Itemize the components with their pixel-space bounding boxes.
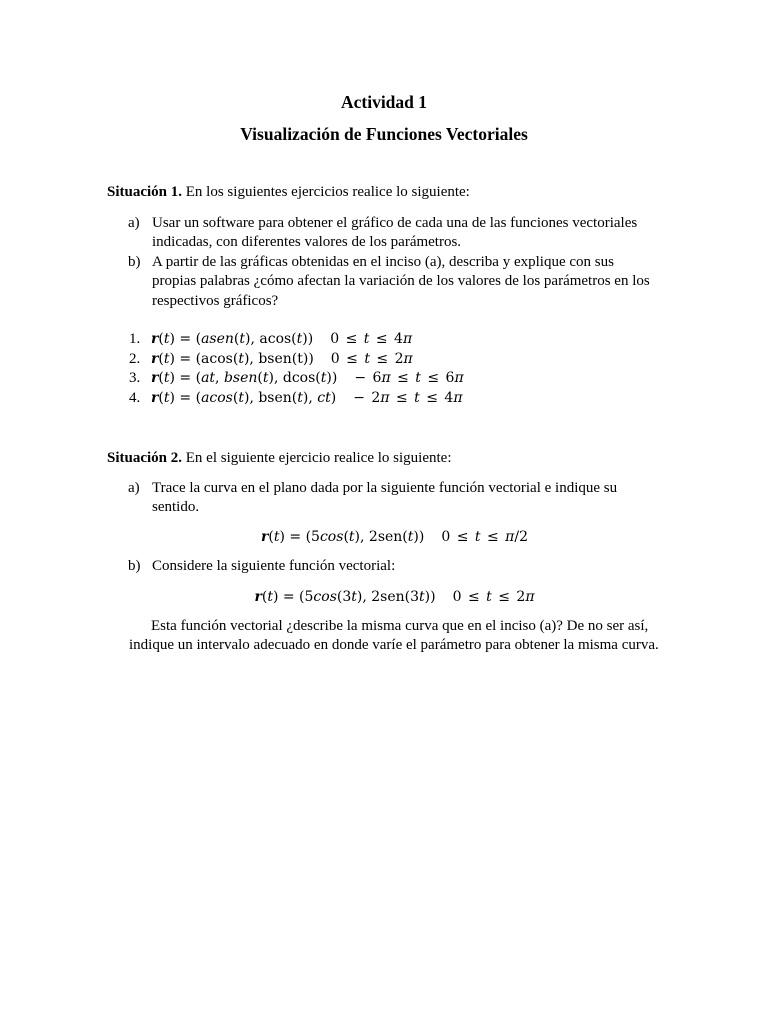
document-subtitle: Visualización de Funciones Vectoriales — [240, 124, 528, 144]
list-marker: a) — [128, 215, 140, 231]
math-text: − 6 — [354, 370, 382, 387]
closing-paragraph — [129, 617, 659, 656]
math-text: ) = ( — [169, 331, 202, 347]
parameter-interval — [331, 351, 413, 367]
math-italic-symbol: t — [419, 589, 425, 605]
equation-situacion-2-b — [128, 588, 661, 608]
list-number: 1. — [129, 331, 141, 347]
math-text: ), — [302, 390, 318, 407]
math-italic-symbol: t — [486, 589, 492, 605]
math-text: (3 — [336, 589, 352, 605]
math-text: ) — [330, 390, 337, 407]
math-italic-symbol: t — [351, 589, 357, 605]
math-italic-symbol: t — [348, 529, 355, 545]
text-line: Usar un software para obtener el gráfico de cada una de las funciones vectoriales — [152, 215, 638, 231]
math-italic-symbol: π — [525, 589, 535, 605]
math-text: ) = (acos( — [169, 350, 239, 367]
math-italic-symbol: t — [238, 390, 244, 407]
math-text: ( — [158, 331, 164, 347]
situacion-2-item-b — [128, 557, 661, 576]
math-text: ≤ 6 — [420, 370, 455, 387]
list-item-a — [128, 479, 661, 518]
list-marker: b) — [128, 253, 141, 270]
math-italic-symbol: t — [364, 350, 370, 367]
list-item-text — [152, 557, 395, 576]
list-marker: b) — [128, 558, 141, 574]
math-italic-symbol: π — [453, 390, 463, 407]
math-text: ), 2sen( — [354, 529, 408, 545]
math-text: ≤ — [389, 390, 415, 407]
math-vector-symbol: r — [151, 331, 159, 347]
parameter-interval — [453, 589, 535, 605]
vector-function-2 — [129, 350, 464, 370]
math-italic-symbol: π — [381, 370, 391, 387]
situacion-2-heading — [107, 449, 452, 468]
math-text: )) — [326, 370, 338, 387]
situacion-1-label: Situación 1. — [107, 184, 183, 200]
math-text: ), bsen(t)) — [243, 350, 314, 367]
math-italic-symbol: π — [505, 529, 515, 545]
math-italic-symbol: t — [238, 350, 244, 367]
math-vector-symbol: r — [261, 529, 269, 545]
math-text: ( — [343, 529, 349, 545]
function-expression — [151, 351, 314, 367]
function-expression — [254, 589, 435, 605]
document-title: Actividad 1 — [340, 92, 428, 112]
math-italic-symbol: π — [402, 331, 413, 347]
situacion-2-intro: En el siguiente ejercicio realice lo siguiente: — [185, 450, 452, 466]
math-text: ( — [158, 350, 164, 367]
parameter-interval — [354, 370, 463, 386]
math-italic-symbol: acos — [201, 390, 233, 407]
equation-situacion-2-a — [128, 528, 661, 548]
math-italic-symbol: cos — [313, 589, 337, 605]
math-italic-symbol: at — [201, 370, 216, 387]
list-number: 3. — [129, 370, 141, 387]
parameter-interval — [330, 331, 412, 347]
math-text: ) = (5 — [272, 589, 314, 605]
function-expression — [151, 331, 313, 347]
math-text: ( — [261, 589, 268, 605]
text-line: respectivos gráficos? — [152, 292, 279, 309]
list-marker: a) — [128, 480, 140, 496]
vector-function-list — [129, 330, 464, 409]
math-vector-symbol: r — [151, 350, 159, 367]
math-italic-symbol: π — [403, 350, 413, 367]
math-text: ( — [232, 390, 239, 407]
math-italic-symbol: t — [414, 390, 420, 407]
parameter-interval — [441, 529, 528, 545]
math-italic-symbol: t — [163, 350, 170, 367]
text-line: propias palabras ¿cómo afectan la variación de los valores de los parámetros en los — [152, 273, 650, 290]
math-text: )) — [302, 331, 314, 347]
function-expression — [151, 390, 336, 406]
math-text: ), 2sen(3 — [356, 589, 420, 605]
math-text: ≤ — [480, 529, 506, 545]
math-italic-symbol: t — [163, 331, 170, 347]
math-italic-symbol: bsen — [223, 370, 258, 387]
math-text: ), dcos( — [268, 370, 321, 387]
math-text: ( — [158, 370, 164, 387]
math-text: ) = ( — [169, 390, 202, 407]
math-italic-symbol: t — [320, 370, 327, 387]
math-italic-symbol: π — [380, 390, 390, 407]
text-line: Trace la curva en el plano dada por la siguiente función vectorial e indique su — [152, 480, 618, 496]
math-text: 0 ≤ — [441, 529, 475, 545]
math-italic-symbol: t — [296, 331, 303, 347]
math-italic-symbol: ct — [317, 390, 331, 407]
math-text: , — [215, 370, 224, 387]
text-line: Esta función vectorial ¿describe la misma curva que en el inciso (a)? De no ser así, — [151, 618, 649, 634]
function-expression — [151, 370, 337, 386]
situacion-1-intro: En los siguientes ejercicios realice lo siguiente: — [185, 184, 470, 200]
math-italic-symbol: t — [163, 370, 170, 387]
math-italic-symbol: t — [273, 529, 280, 545]
math-italic-symbol: t — [474, 529, 481, 545]
math-italic-symbol: t — [407, 529, 414, 545]
math-italic-symbol: t — [267, 589, 273, 605]
math-vector-symbol: r — [151, 370, 159, 387]
list-item-text — [152, 253, 650, 311]
list-number: 4. — [129, 390, 141, 407]
math-text: ) = ( — [169, 370, 202, 387]
math-text: ≤ — [390, 370, 416, 387]
math-text: ≤ 4 — [369, 331, 403, 347]
list-item-text — [152, 214, 637, 253]
parameter-interval — [353, 390, 462, 406]
math-italic-symbol: t — [262, 370, 269, 387]
math-text: ( — [158, 390, 164, 407]
list-item-text — [152, 479, 617, 518]
math-text: /2 — [514, 529, 528, 545]
math-text: 0 ≤ — [330, 331, 364, 347]
vector-function-1 — [129, 330, 464, 350]
math-vector-symbol: r — [151, 390, 159, 407]
math-text: ≤ 2 — [491, 589, 526, 605]
math-text: )) — [424, 589, 436, 605]
math-text: ) = (5 — [279, 529, 320, 545]
math-text: ), acos( — [245, 331, 297, 347]
math-italic-symbol: t — [415, 370, 421, 387]
math-text: ( — [257, 370, 263, 387]
situacion-1-instructions — [128, 214, 661, 311]
math-text: 0 ≤ — [330, 350, 365, 367]
math-italic-symbol: t — [363, 331, 370, 347]
list-number: 2. — [129, 350, 141, 367]
math-text: ( — [233, 331, 240, 347]
text-line: sentido. — [152, 499, 200, 516]
text-line: indique un intervalo adecuado en donde varíe el parámetro para obtener la misma curva. — [129, 637, 659, 654]
text-line: indicadas, con diferentes valores de los parámetros. — [152, 234, 462, 251]
vector-function-4 — [129, 389, 464, 409]
math-vector-symbol: r — [254, 589, 262, 605]
list-item-b — [128, 557, 661, 576]
math-italic-symbol: asen — [201, 331, 234, 347]
math-text: ( — [268, 529, 274, 545]
text-line: Considere la siguiente función vectorial: — [152, 558, 396, 574]
math-text: ), bsen( — [243, 390, 298, 407]
vector-function-3 — [129, 369, 464, 389]
math-italic-symbol: t — [239, 331, 246, 347]
function-expression — [261, 529, 424, 545]
math-italic-symbol: π — [454, 370, 464, 387]
text-line: A partir de las gráficas obtenidas en el inciso (a), describa y explique con sus — [152, 253, 614, 270]
math-text: 0 ≤ — [452, 589, 487, 605]
situacion-1-heading — [107, 183, 470, 202]
math-text: )) — [413, 529, 425, 545]
list-item-b — [128, 253, 661, 311]
list-item-a — [128, 214, 661, 253]
math-italic-symbol: cos — [319, 529, 344, 545]
situacion-2-item-a — [128, 479, 661, 518]
math-text: ≤ 2 — [369, 350, 404, 367]
math-italic-symbol: t — [163, 390, 170, 407]
situacion-2-label: Situación 2. — [107, 450, 183, 466]
math-text: − 2 — [353, 390, 381, 407]
math-text: ≤ 4 — [419, 390, 454, 407]
math-italic-symbol: t — [297, 390, 303, 407]
